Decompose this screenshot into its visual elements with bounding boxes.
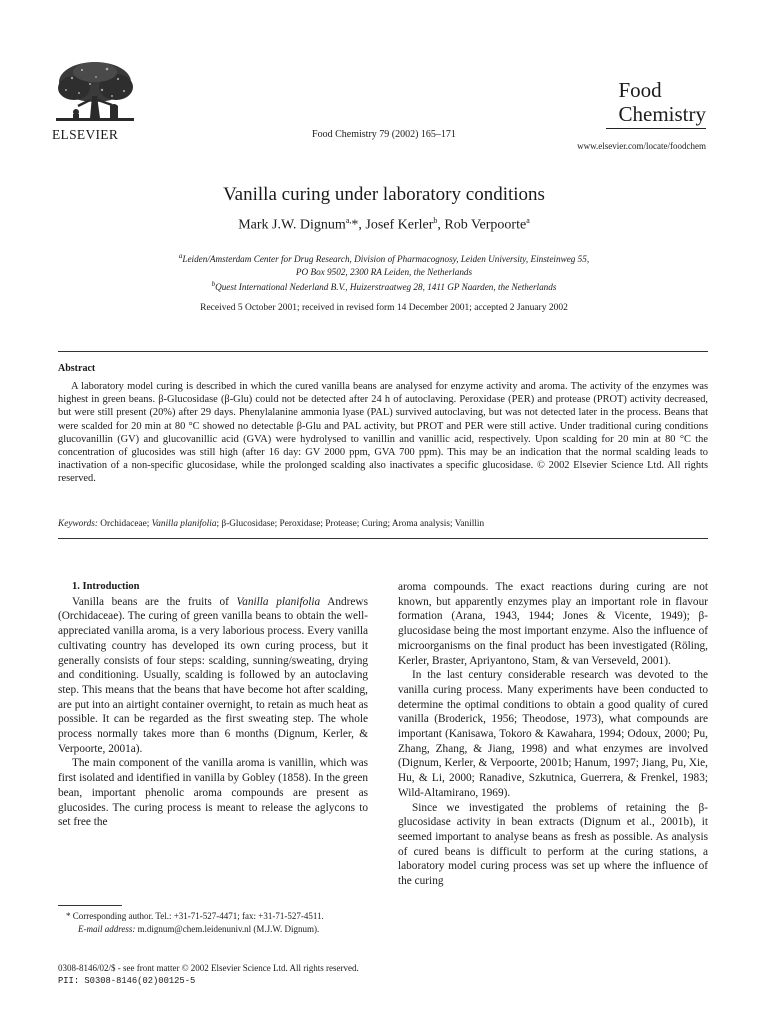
journal-title-line2: Chemistry <box>618 102 706 126</box>
paragraph-5: Since we investigated the problems of retaining the β-glucosidase activity in bean extracts (Dignum et al., 2001b), it seemed important to analyse beans as fresh as possible. As analysis of cured beans is difficult to perform at the curing stations, a laboratory model curing process was set up where the influence of the curing <box>398 801 708 888</box>
affiliation-a <box>60 250 708 266</box>
email-line <box>58 923 368 936</box>
copyright-block <box>58 962 359 987</box>
journal-citation: Food Chemistry 79 (2002) 165–171 <box>312 129 456 140</box>
affiliation-a-line1: Leiden/Amsterdam Center for Drug Research, Division of Pharmacognosy, Leiden University, Einsteinweg 55, <box>182 254 590 265</box>
author-kerler-affiliation-mark: b <box>433 216 438 225</box>
author-dignum[interactable]: Mark J.W. Dignum <box>238 217 346 233</box>
keywords <box>58 519 708 529</box>
affiliation-b <box>60 278 708 294</box>
journal-website-link[interactable]: www.elsevier.com/locate/foodchem <box>577 141 706 151</box>
author-verpoorte-affiliation-mark: a <box>526 216 530 225</box>
abstract-heading: Abstract <box>58 363 96 374</box>
corresponding-author-star[interactable]: * <box>351 217 359 233</box>
body-column-left <box>58 580 368 830</box>
paragraph-1 <box>58 595 368 757</box>
abstract-top-rule <box>58 351 708 352</box>
article-history-dates: Received 5 October 2001; received in revised form 14 December 2001; accepted 2 January 2002 <box>200 303 568 313</box>
paragraph-1-text-a: Vanilla beans are the fruits of <box>72 595 237 608</box>
abstract-text: A laboratory model curing is described in which the cured vanilla beans are analysed for enzyme activity and aroma. The activity of the enzymes was highest in green beans. β-Glucosidase (β-Glu) could not be detected after 24 h of autoclaving. Peroxidase (PER) and protease (PROT) activity decreased, but were still present (20%) after 29 days. Phenylalanine ammonia lyase (PAL) survived autoclaving, but was not detected later in the process. Beans that were scalded for 20 min at 80 °C showed no detectable β-Glu and PAL activity, but PROT and PER were still active. Under traditional curing conditions glucovanillin (GV) and glucovanillic acid (GVA) were hydrolysed to vanillin and vanillic acid, respectively. Upon scalding for 20 min at 80 °C the concentration of glucosides was still high (after 16 day: GV 2000 ppm, GVA 700 ppm). This may be an indication that the normal scalding leads to inactivation of a non-specific glucosidase, while the prolonged scalding also inactivates a specific glucosidase. © 2002 Elsevier Science Ltd. All rights reserved. <box>58 381 708 485</box>
author-list <box>0 216 768 234</box>
paragraph-2: The main component of the vanilla aroma is vanillin, which was first isolated and identified in vanilla by Gobley (1858). In the green bean, important phenolic aroma compounds are present as glucosides. The curing process is meant to release the aglycons to set free the <box>58 757 368 829</box>
author-separator: , <box>358 217 366 233</box>
author-verpoorte[interactable]: Rob Verpoorte <box>444 217 527 233</box>
keywords-species: Vanilla planifolia <box>151 519 217 529</box>
abstract-bottom-rule <box>58 538 708 539</box>
publisher-name: ELSEVIER <box>52 127 119 142</box>
affiliation-b-line: Quest International Nederland B.V., Huizerstraatweg 28, 1411 GP Naarden, the Netherlands <box>215 282 557 293</box>
keywords-list-b: ; β-Glucosidase; Peroxidase; Protease; Curing; Aroma analysis; Vanillin <box>216 519 485 529</box>
pii-line: PII: S0308-8146(02)00125-5 <box>58 975 196 986</box>
paragraph-1-text-b: Andrews (Orchidaceae). The curing of green vanilla beans to obtain the well-appreciated vanilla aroma, is a very laborious process. Every vanilla cultivating country has developed its own curing process, but it generally consists of four steps: scalding, sunning/sweating, drying and conditioning. Usually, scalding is followed by an autoclaving step. This means that the beans that have become hot after scalding, are put into an airtight container overnight, to retain as much heat as possible. It can be regarded as the first sweating step. The whole process normally takes more than 6 months (Dignum, Kerler, & Verpoorte, 2001a). <box>58 595 368 755</box>
author-dignum-affiliation-mark: a, <box>345 216 352 225</box>
journal-rule <box>606 128 706 129</box>
journal-title <box>619 78 707 126</box>
paragraph-4: In the last century considerable research was devoted to the vanilla curing process. Many experiments have been conducted to determine the optimal conditions to obtain a good quality of cured vanilla (Broderick, 1956; Theodose, 1973), what compounds are important (Kanisawa, Tokoro & Kawahara, 1994; Odoux, 2000; Pu, Zhang, Zhang, & Jiang, 1998) and what enzymes are involved (Dignum, Kerler, & Verpoorte, 2001b; Hanum, 1997; Jiang, Pu, Xie, Hu, & Li, 2000; Ranadive, Szkutnica, Guerrera, & Frenkel, 1983; Wild-Altamirano, 1969). <box>398 669 708 799</box>
section-heading-introduction: 1. Introduction <box>72 581 140 592</box>
footnote-rule <box>58 905 122 906</box>
paragraph-1-species: Vanilla planifolia <box>236 595 321 608</box>
corresponding-author-note: * Corresponding author. Tel.: +31-71-527-4471; fax: +31-71-527-4511. <box>66 911 324 921</box>
author-separator: , <box>437 217 445 233</box>
affiliation-b-mark: b <box>211 280 216 289</box>
tree-icon <box>52 60 138 126</box>
affiliation-a-line2: PO Box 9502, 2300 RA Leiden, the Netherlands <box>295 266 473 277</box>
keywords-label: Keywords: <box>58 519 98 529</box>
keywords-list-a: Orchidaceae; <box>97 519 152 529</box>
affiliation-a-mark: a <box>178 252 183 260</box>
article-title: Vanilla curing under laboratory conditions <box>223 184 545 205</box>
body-column-right <box>398 580 708 889</box>
email-label: E-mail address: <box>78 923 136 934</box>
elsevier-tree-logo <box>52 60 138 126</box>
front-matter-line: 0308-8146/02/$ - see front matter © 2002 Elsevier Science Ltd. All rights reserved. <box>58 963 359 973</box>
email-address-link[interactable]: m.dignum@chem.leidenuniv.nl (M.J.W. Dignum). <box>135 923 320 934</box>
journal-title-line1: Food <box>618 78 662 102</box>
author-kerler[interactable]: Josef Kerler <box>365 217 434 233</box>
affiliations <box>60 250 708 294</box>
paragraph-3: aroma compounds. The exact reactions during curing are not known, but apparently enzymes play an important role in flavour formation (Arana, 1943, 1944; Jones & Vicente, 1949); β-glucosidase being the most important enzyme. Also the influence of microorganisms on the final product has been investigated (Röling, Kerler, Braster, Apriyantono, Stam, & van Verseveld, 2001). <box>398 581 708 667</box>
footnote <box>58 910 368 935</box>
